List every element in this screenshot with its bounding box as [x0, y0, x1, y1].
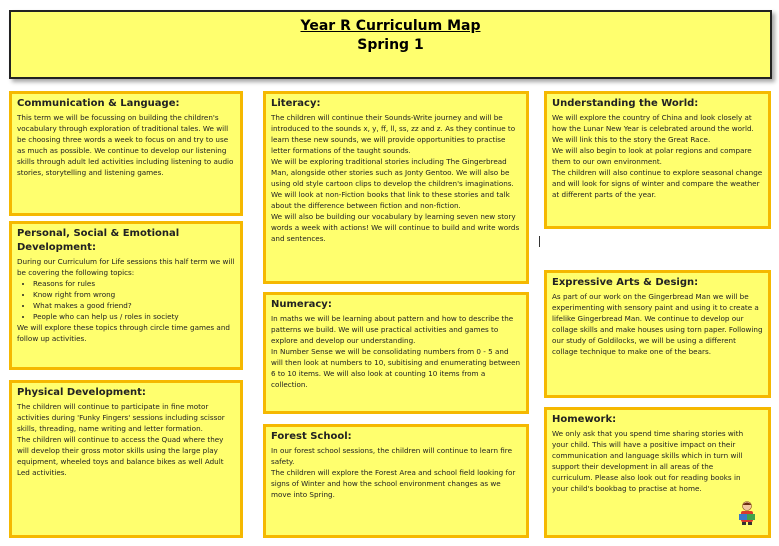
- forest-school-heading: Forest School:: [271, 431, 352, 442]
- page-subtitle: Spring 1: [357, 37, 424, 53]
- psed-box: [9, 221, 243, 370]
- literacy-text-3: We will also be building our vocabulary by learning seven new story words a week with actions! We will continue to build and write words and sentences.: [271, 212, 520, 243]
- list-item: • Reasons for rules: [33, 278, 235, 289]
- psed-intro: During our Curriculum for Life sessions this half term we will be covering the following topics:: [17, 257, 235, 277]
- numeracy-box: [263, 292, 529, 414]
- arts-text: As part of our work on the Gingerbread Man we will be experimenting with sensory paint and using it to create a lifelike Gingerbread Man. We continue to develop our collage skills and make houses using torn paper. Following our study of Goldilocks, we will be using a different collage technique to make one of the bears.: [552, 292, 763, 356]
- psed-heading: Personal, Social & Emotional Development:: [17, 228, 180, 253]
- physical-text-2: The children will continue to access the Quad where they will develop their gross motor skills using the large play equipment, wheeled toys and balance bikes as well Adult Led activities.: [17, 435, 224, 477]
- forest-school-box: [263, 424, 529, 538]
- psed-outro: We will explore these topics through circle time games and follow up activities.: [17, 323, 230, 343]
- world-box: [544, 91, 771, 229]
- arts-heading: Expressive Arts & Design:: [552, 277, 699, 288]
- communication-heading: Communication & Language:: [17, 98, 180, 109]
- list-item: • People who can help us / roles in society: [33, 311, 235, 322]
- page-title: Year R Curriculum Map: [300, 18, 481, 34]
- psed-topic-list: [17, 278, 235, 322]
- arts-box: [544, 270, 771, 398]
- numeracy-text-2: In Number Sense we will be consolidating numbers from 0 - 5 and will then look at numbers to 10, subitising and enumerating between 6 to 10 items. We will also look at counting 10 items from a collection.: [271, 347, 521, 389]
- text-cursor: [539, 236, 540, 247]
- world-heading: Understanding the World:: [552, 98, 699, 109]
- communication-text: This term we will be focussing on building the children's vocabulary through exploration of traditional tales. We will be choosing three words a week to focus on and try to use as much as possible. We continue to develop our listening skills through adult led activities including listening to audio stories, storytelling and listening games.: [17, 113, 234, 177]
- forest-school-text-1: In our forest school sessions, the children will continue to learn fire safety.: [271, 446, 513, 466]
- forest-school-text-2: The children will explore the Forest Area and school field looking for signs of Winter and how the school environment changes as we move into Spring.: [271, 468, 516, 499]
- world-text-3: The children will also continue to explore seasonal change and will look for signs of winter and compare the weather at different parts of the year.: [552, 168, 763, 199]
- physical-heading: Physical Development:: [17, 387, 146, 398]
- numeracy-text-1: In maths we will be learning about pattern and how to describe the patterns we build. We will use practical activities and games to explore and develop our understanding.: [271, 314, 514, 345]
- literacy-box: [263, 91, 529, 284]
- literacy-text-1: The children will continue their Sounds-Write journey and will be introduced to the sounds x, y, ff, ll, ss, zz and z. As they continue to learn these new sounds, we will provide opportunities to practise letter formations of the taught sounds.: [271, 113, 516, 155]
- literacy-heading: Literacy:: [271, 98, 321, 109]
- homework-text: We only ask that you spend time sharing stories with your child. This will have a positive impact on their communication and language skills which in turn will support their development in all areas of the curriculum. Please also look out for reading books in your child's bookbag to practise at home.: [552, 429, 744, 493]
- numeracy-heading: Numeracy:: [271, 299, 332, 310]
- physical-box: [9, 380, 243, 538]
- list-item: • What makes a good friend?: [33, 300, 235, 311]
- world-text-2: We will also begin to look at polar regions and compare them to our own environment.: [552, 146, 752, 166]
- list-item: • Know right from wrong: [33, 289, 235, 300]
- world-text-1: We will explore the country of China and look closely at how the Lunar New Year is celebrated around the world. We will link this to the story the Great Race.: [552, 113, 754, 144]
- title-banner: [9, 10, 772, 79]
- literacy-text-2: We will be exploring traditional stories including The Gingerbread Man, alongside other stories such as Jonty Gentoo. We will also be using old style cartoon clips to develop the children's imaginations. We will look at non-Fiction books that link to these stories and talk about the difference between fiction and non-fiction.: [271, 157, 514, 210]
- physical-text-1: The children will continue to participate in fine motor activities during 'Funky Fingers' sessions including scissor skills, threading, name writing and letter formation.: [17, 402, 225, 433]
- homework-heading: Homework:: [552, 414, 617, 425]
- communication-box: [9, 91, 243, 216]
- reading-child-icon: [736, 500, 758, 526]
